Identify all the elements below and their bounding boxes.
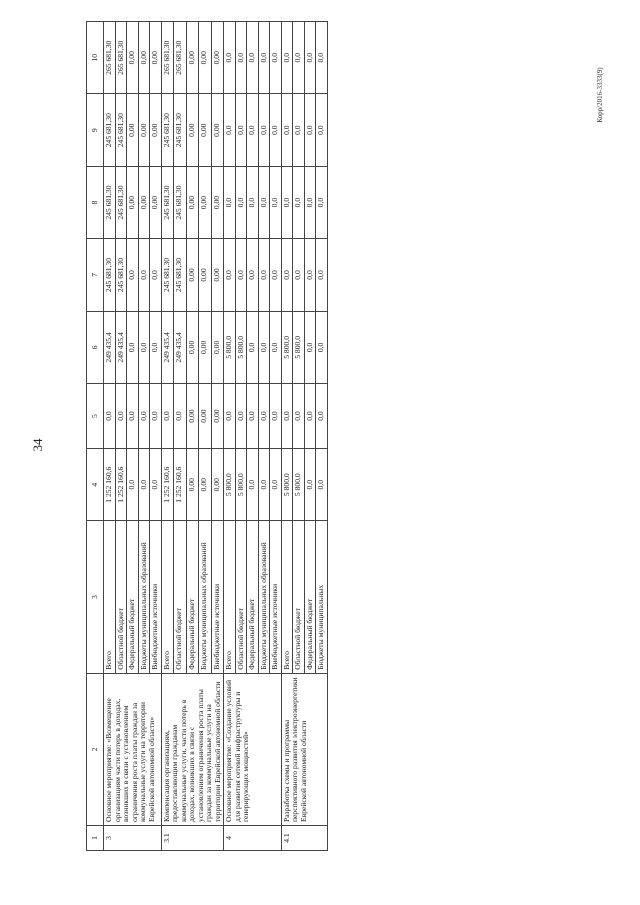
funding-source: Всего [224,521,236,673]
value-cell: 249 435,4 [174,311,187,383]
value-cell: 0,0 [316,239,328,311]
value-cell: 245 681,30 [161,166,174,238]
value-cell: 0,0 [138,311,150,383]
value-cell: 0,0 [150,449,162,521]
value-cell: 0,0 [247,384,259,449]
value-cell: 0,00 [186,311,199,383]
value-cell: 265 681,30 [161,22,174,94]
value-cell: 0,00 [127,94,139,166]
value-cell: 5 800,0 [235,311,247,383]
value-cell: 0,0 [235,22,247,94]
value-cell: 0,0 [270,449,282,521]
value-cell: 0,0 [270,22,282,94]
value-cell: 245 681,30 [174,239,187,311]
value-cell: 0,0 [235,94,247,166]
value-cell: 265 681,30 [174,22,187,94]
value-cell: 249 435,4 [104,311,116,383]
value-cell: 0,0 [316,311,328,383]
item-number: 3.1 [161,826,224,851]
value-cell: 245 681,30 [104,94,116,166]
value-cell: 0,0 [127,449,139,521]
value-cell: 5 800,0 [293,311,305,383]
value-cell: 0,0 [316,384,328,449]
funding-source: Федеральный бюджет [304,521,316,673]
value-cell: 0,0 [270,239,282,311]
value-cell: 245 681,30 [115,94,127,166]
page-number: 34 [30,438,45,452]
funding-source: Федеральный бюджет [247,521,259,673]
funding-source: Областной бюджет [115,521,127,673]
value-cell: 0,0 [127,311,139,383]
value-cell: 1 252 160,6 [115,449,127,521]
value-cell: 0,00 [199,449,212,521]
value-cell: 0,0 [258,22,270,94]
funding-source: Всего [281,521,293,673]
column-header: 1 [87,826,104,851]
table-row [224,22,236,851]
column-header: 7 [87,239,104,311]
value-cell: 0,0 [224,384,236,449]
funding-source: Федеральный бюджет [127,521,139,673]
column-header: 2 [87,673,104,825]
value-cell: 0,00 [199,166,212,238]
value-cell: 245 681,30 [104,166,116,238]
value-cell: 0,0 [247,449,259,521]
funding-source: Внебюджетные источники [150,521,162,673]
value-cell: 0,00 [186,22,199,94]
value-cell: 0,0 [293,166,305,238]
funding-source: Бюджеты муниципальных образований [258,521,270,673]
value-cell: 0,00 [138,166,150,238]
value-cell: 0,0 [115,384,127,449]
funding-source: Областной бюджет [293,521,305,673]
funding-source: Федеральный бюджет [186,521,199,673]
budget-table [86,21,328,851]
value-cell: 0,00 [186,449,199,521]
value-cell: 0,0 [304,166,316,238]
value-cell: 0,0 [150,311,162,383]
value-cell: 0,00 [211,449,224,521]
value-cell: 0,00 [150,166,162,238]
value-cell: 0,00 [186,166,199,238]
value-cell: 0,0 [247,239,259,311]
value-cell: 0,0 [258,384,270,449]
value-cell: 0,0 [304,22,316,94]
value-cell: 0,00 [127,22,139,94]
value-cell: 0,0 [304,311,316,383]
column-header: 4 [87,449,104,521]
value-cell: 0,0 [281,239,293,311]
value-cell: 0,00 [127,166,139,238]
value-cell: 0,00 [199,94,212,166]
column-header: 9 [87,94,104,166]
value-cell: 0,0 [270,384,282,449]
value-cell: 0,0 [281,22,293,94]
value-cell: 0,0 [235,166,247,238]
value-cell: 0,00 [199,384,212,449]
value-cell: 0,00 [150,94,162,166]
value-cell: 5 800,0 [224,449,236,521]
value-cell: 0,00 [211,166,224,238]
value-cell: 0,0 [316,94,328,166]
value-cell: 0,0 [150,384,162,449]
value-cell: 1 252 160,6 [161,449,174,521]
value-cell: 0,0 [104,384,116,449]
value-cell: 0,0 [304,384,316,449]
value-cell: 0,00 [138,22,150,94]
value-cell: 0,0 [293,22,305,94]
value-cell: 0,0 [258,166,270,238]
value-cell: 0,0 [258,449,270,521]
value-cell: 245 681,30 [104,239,116,311]
value-cell: 0,0 [258,94,270,166]
table-row [104,22,116,851]
value-cell: 5 800,0 [224,311,236,383]
column-header: 5 [87,384,104,449]
value-cell: 0,0 [224,239,236,311]
value-cell: 245 681,30 [161,239,174,311]
item-description: Разработка схемы и программы перспективного развития электроэнергетики Еврейской автономной области [281,673,327,825]
value-cell: 0,00 [199,239,212,311]
value-cell: 0,00 [186,384,199,449]
value-cell: 245 681,30 [174,94,187,166]
column-header: 10 [87,22,104,94]
value-cell: 0,0 [224,22,236,94]
value-cell: 0,0 [258,239,270,311]
value-cell: 0,0 [127,384,139,449]
value-cell: 0,00 [211,22,224,94]
value-cell: 0,0 [293,384,305,449]
item-number: 4.1 [281,826,327,851]
value-cell: 0,00 [199,311,212,383]
value-cell: 0,0 [281,384,293,449]
value-cell: 0,0 [304,239,316,311]
value-cell: 0,0 [281,94,293,166]
value-cell: 0,0 [138,449,150,521]
value-cell: 0,0 [138,384,150,449]
funding-source: Бюджеты муниципальных [316,521,328,673]
rotated-table-container [86,21,559,851]
value-cell: 0,0 [316,22,328,94]
value-cell: 0,0 [304,94,316,166]
value-cell: 0,0 [293,94,305,166]
value-cell: 0,0 [247,94,259,166]
value-cell: 245 681,30 [115,239,127,311]
value-cell: 0,00 [211,311,224,383]
value-cell: 265 681,30 [104,22,116,94]
table-body [104,22,328,851]
value-cell: 5 800,0 [293,449,305,521]
funding-source: Бюджеты муниципальных образований [199,521,212,673]
funding-source: Областной бюджет [174,521,187,673]
item-number: 4 [224,826,282,851]
table-row [161,22,174,851]
funding-source: Всего [161,521,174,673]
value-cell: 245 681,30 [115,166,127,238]
item-number: 3 [104,826,162,851]
value-cell: 0,0 [281,166,293,238]
value-cell: 0,0 [235,239,247,311]
value-cell: 0,0 [127,239,139,311]
value-cell: 0,0 [161,384,174,449]
value-cell: 5 800,0 [281,449,293,521]
funding-source: Областной бюджет [235,521,247,673]
value-cell: 5 800,0 [235,449,247,521]
document-code: Корр/2016-3333(9) [596,67,604,123]
value-cell: 0,0 [138,239,150,311]
value-cell: 0,00 [211,239,224,311]
value-cell: 0,0 [270,94,282,166]
value-cell: 0,0 [270,311,282,383]
value-cell: 249 435,4 [115,311,127,383]
value-cell: 0,0 [235,384,247,449]
value-cell: 0,0 [316,449,328,521]
value-cell: 0,0 [304,449,316,521]
column-header: 3 [87,521,104,673]
value-cell: 0,00 [211,94,224,166]
value-cell: 0,00 [199,22,212,94]
funding-source: Бюджеты муниципальных образований [138,521,150,673]
value-cell: 0,0 [258,311,270,383]
column-header: 8 [87,166,104,238]
funding-source: Внебюджетные источники [270,521,282,673]
value-cell: 0,0 [247,166,259,238]
value-cell: 0,0 [150,239,162,311]
value-cell: 0,0 [247,22,259,94]
value-cell: 0,00 [138,94,150,166]
value-cell: 0,0 [247,311,259,383]
value-cell: 0,00 [150,22,162,94]
value-cell: 265 681,30 [115,22,127,94]
value-cell: 0,0 [270,166,282,238]
value-cell: 1 252 160,6 [174,449,187,521]
item-description: Компенсация организациям, предоставляющим гражданам коммунальные услуги, части потерь в доходах, возникших в связи с установлением ограничения роста платы граждан за коммунальные услуги на территории Еврейской автономной области [161,673,224,825]
value-cell: 0,0 [174,384,187,449]
value-cell: 245 681,30 [161,94,174,166]
item-description: Основное мероприятие: «Создание условий для развития сетевой инфраструктуры и генерирующих мощностей» [224,673,282,825]
value-cell: 1 252 160,6 [104,449,116,521]
value-cell: 0,00 [211,384,224,449]
value-cell: 0,0 [293,239,305,311]
value-cell: 0,0 [224,166,236,238]
funding-source: Внебюджетные источники [211,521,224,673]
value-cell: 0,0 [316,166,328,238]
item-description: Основное мероприятие: «Возмещение организациям части потерь в доходах, возникших в связи с установлением ограничения роста платы граждан за коммунальные услуги на территории Еврейской автономной области» [104,673,162,825]
table-row [281,22,293,851]
column-header: 6 [87,311,104,383]
value-cell: 0,00 [186,94,199,166]
funding-source: Всего [104,521,116,673]
value-cell: 245 681,30 [174,166,187,238]
value-cell: 0,0 [224,94,236,166]
value-cell: 5 800,0 [281,311,293,383]
header-row [87,22,104,851]
value-cell: 249 435,4 [161,311,174,383]
value-cell: 0,00 [186,239,199,311]
